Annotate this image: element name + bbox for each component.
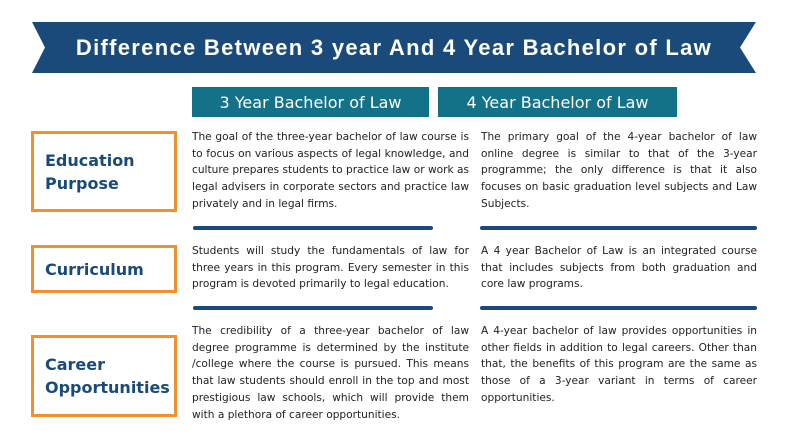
row-divider: [480, 226, 757, 230]
row-label-curriculum: [31, 245, 177, 293]
column-header-3-year: 3 Year Bachelor of Law: [192, 87, 429, 117]
row-label-career-opportunities: [31, 335, 177, 417]
column-header-4-year: 4 Year Bachelor of Law: [438, 87, 677, 117]
cell-curriculum-3-year: Students will study the fundamentals of law for three years in this program. Every semester in this program is devoted primarily to legal education.: [192, 245, 469, 291]
row-divider: [480, 306, 757, 310]
row-label-line: Career: [45, 355, 106, 374]
row-label-line: Opportunities: [45, 378, 170, 397]
cell-education-purpose-4-year: The primary goal of the 4-year bachelor of law online degree is similar to that of the 3-year programme; the only difference is that it also focuses on basic graduation level subjects and Law Subjects.: [481, 131, 757, 210]
cell-career-opportunities-4-year: A 4-year bachelor of law provides opportunities in other fields in addition to legal careers. Other than that, the benefits of this program are the same as those of a 3-year variant in terms of career opportunities.: [481, 325, 757, 404]
cell-curriculum-4-year: A 4 year Bachelor of Law is an integrated course that includes subjects from both graduation and core law programs.: [481, 245, 757, 291]
row-label-line: Education: [45, 150, 135, 170]
row-label-education-purpose: [31, 131, 177, 212]
cell-education-purpose-3-year: The goal of the three-year bachelor of law course is to focus on various aspects of legal knowledge, and culture prepares students to practice law or work as legal advisers in corporate sectors and practice law privately and in legal firms.: [192, 131, 469, 210]
row-divider: [193, 306, 433, 310]
cell-career-opportunities-3-year: The credibility of a three-year bachelor of law degree programme is determined by the institute /college where the course is pursued. This means that law students should enroll in the top and most prestigious law schools, which will provide them with a plethora of career opportunities.: [192, 325, 469, 421]
row-label-line: Purpose: [45, 173, 119, 193]
row-label-line: Curriculum: [45, 259, 144, 279]
row-divider: [193, 226, 433, 230]
page-title: Difference Between 3 year And 4 Year Bachelor of Law: [75, 34, 713, 60]
